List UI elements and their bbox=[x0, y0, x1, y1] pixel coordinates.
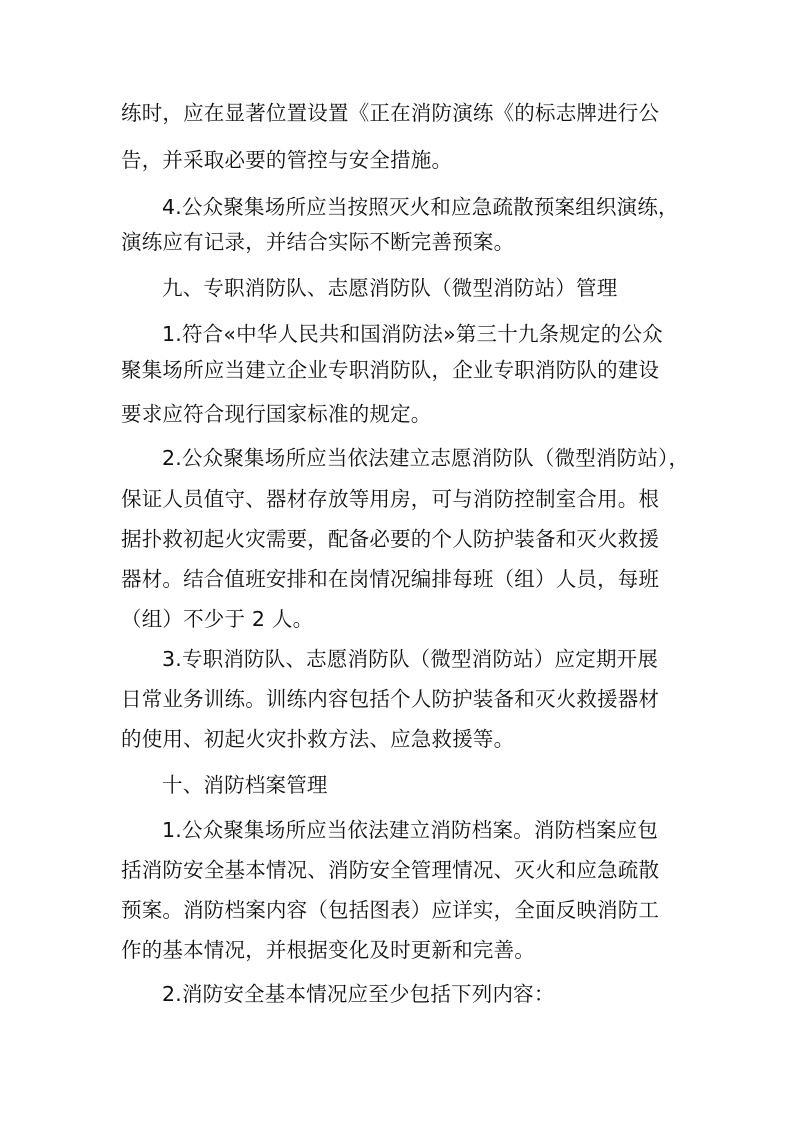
text-line: 1.符合«中华人民共和国消防法»第三十九条规定的公众 bbox=[162, 322, 663, 346]
text-line: 预案。消防档案内容（包括图表）应详实，全面反映消防工 bbox=[121, 898, 660, 922]
text-line: 2.公众聚集场所应当依法建立志愿消防队（微型消防站）， bbox=[162, 446, 690, 470]
text-line: 演练应有记录，并结合实际不断完善预案。 bbox=[121, 230, 515, 254]
text-line: 4.公众聚集场所应当按照灭火和应急疏散预案组织演练， bbox=[162, 195, 679, 219]
text-line: （组）不少于 2 人。 bbox=[121, 607, 314, 631]
text-line: 据扑救初起火灾需要，配备必要的个人防护装备和灭火救援 bbox=[121, 527, 660, 551]
text-line: 1.公众聚集场所应当依法建立消防档案。消防档案应包 bbox=[162, 818, 659, 842]
section-heading: 十、消防档案管理 bbox=[162, 773, 328, 797]
text-line: 告，并采取必要的管控与安全措施。 bbox=[121, 148, 453, 172]
text-line: 2.消防安全基本情况应至少包括下列内容： bbox=[162, 982, 555, 1006]
section-heading: 九、专职消防队、志愿消防队（微型消防站）管理 bbox=[162, 276, 618, 300]
text-line: 要求应符合现行国家标准的规定。 bbox=[121, 402, 432, 426]
text-line: 3.专职消防队、志愿消防队（微型消防站）应定期开展 bbox=[162, 647, 659, 671]
text-line: 日常业务训练。训练内容包括个人防护装备和灭火救援器材 bbox=[121, 687, 660, 711]
text-line: 的使用、初起火灾扑救方法、应急救援等。 bbox=[121, 727, 515, 751]
text-line: 括消防安全基本情况、消防安全管理情况、灭火和应急疏散 bbox=[121, 858, 660, 882]
text-line: 作的基本情况，并根据变化及时更新和完善。 bbox=[121, 938, 535, 962]
text-line: 聚集场所应当建立企业专职消防队，企业专职消防队的建设 bbox=[121, 358, 660, 382]
text-line: 练时，应在显著位置设置《正在消防演练《的标志牌进行公 bbox=[121, 101, 660, 125]
text-line: 保证人员值守、器材存放等用房，可与消防控制室合用。根 bbox=[121, 487, 660, 511]
text-line: 器材。结合值班安排和在岗情况编排每班（组）人员，每班 bbox=[121, 567, 660, 591]
